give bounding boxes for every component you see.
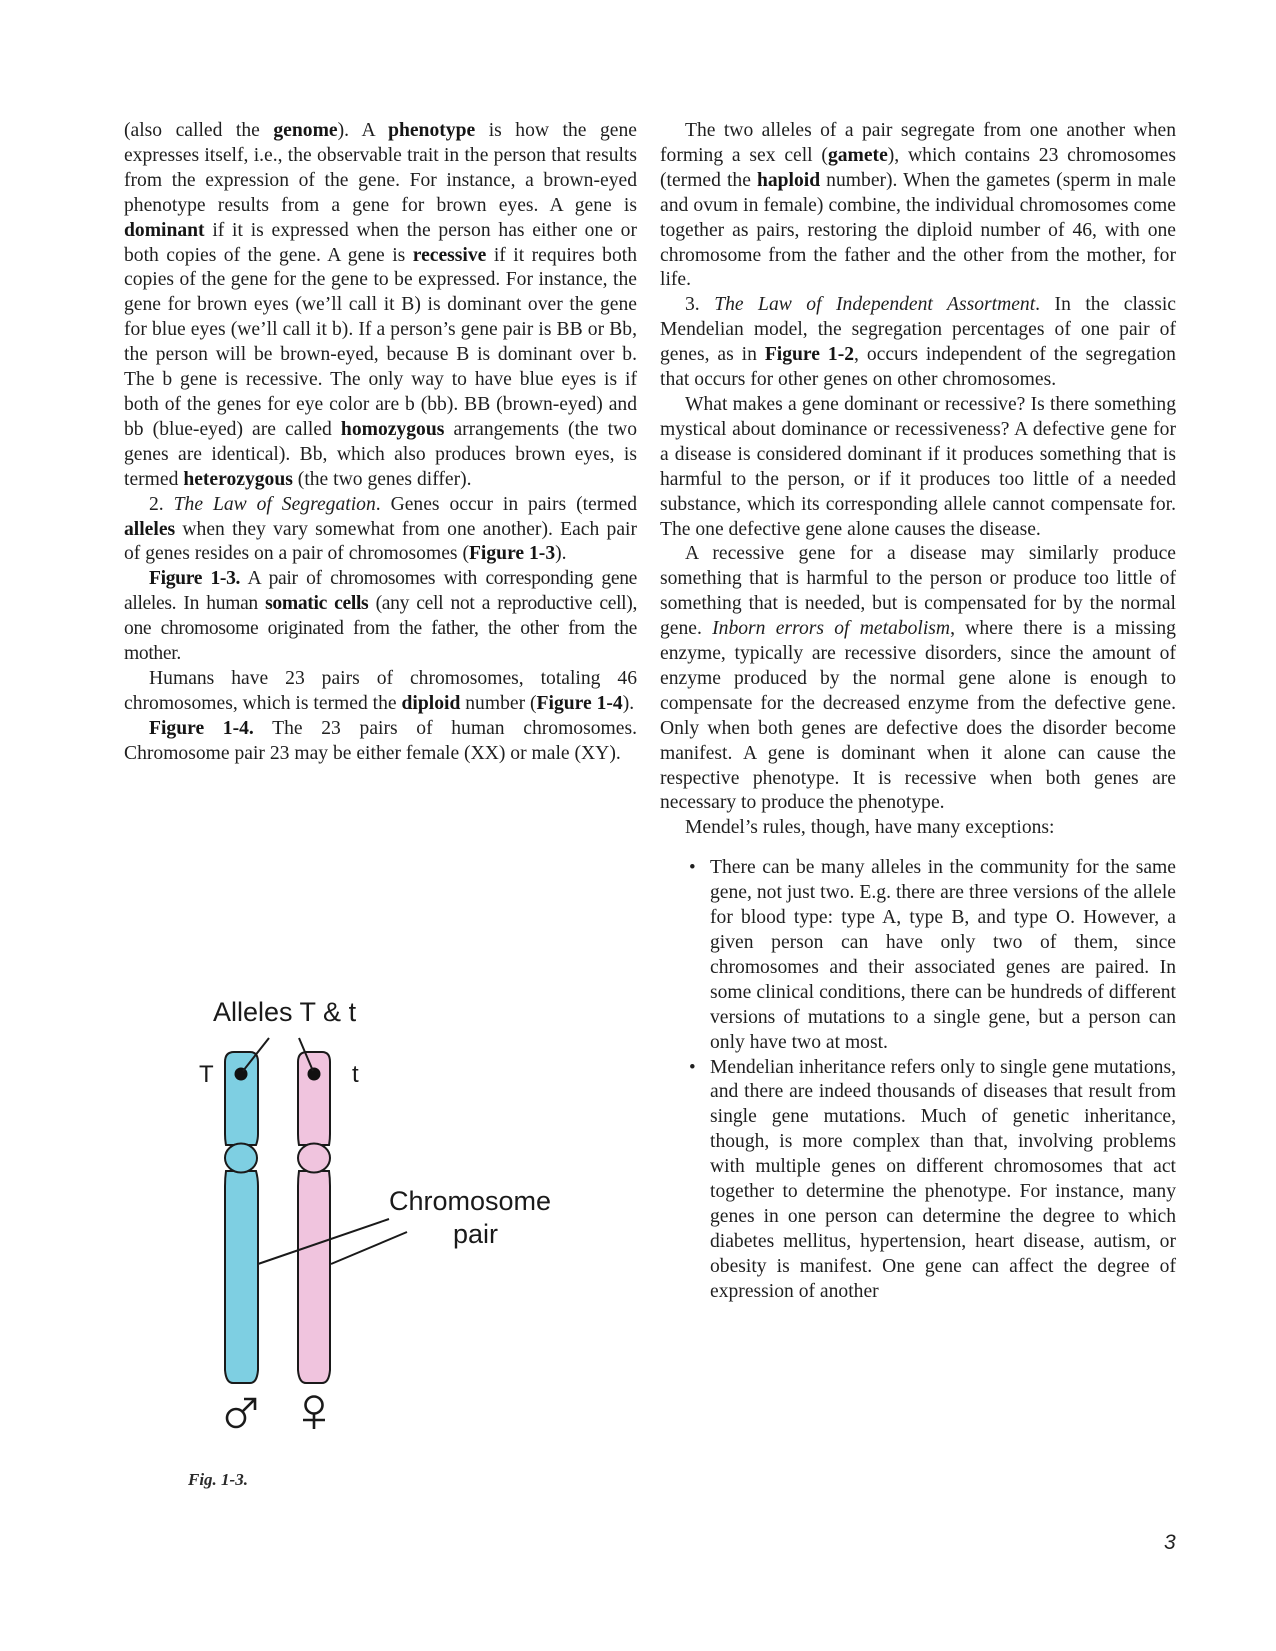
figure-reference: Figure 1-4 [536,692,623,714]
paragraph-recessive-gene [660,542,1176,816]
allele-dot [308,1068,321,1081]
text: ). [555,543,567,565]
text: is how the gene expresses itself, i.e., the observable trait in the person that results from the expression of the gene. For instance, a brown-eyed phenotype results from a gene for brown eyes. A gene is [124,120,637,216]
text: ), which contains 23 chromosomes (termed the [660,144,1176,191]
term-diploid: diploid [401,692,461,714]
right-column [660,119,1176,1305]
term-phenotype: phenotype [388,120,476,141]
male-chromosome [225,1052,258,1383]
left-column [124,119,637,767]
law-title: The Law of Independent Assortment [714,294,1036,316]
bullet-icon: • [689,1056,696,1078]
male-symbol-icon [227,1399,255,1427]
term-recessive: recessive [412,244,487,266]
term-homozygous: homozygous [340,418,445,440]
text: , occurs independent of the segregation that occurs for other genes on other chromosomes. [660,344,1176,391]
paragraph-dominance: What makes a gene dominant or recessive? Is there something mystical about dominance or recessiveness? A defective gene for a disease is considered dominant if it produces something that is harmful to the person, or if it produces too little of a needed substance, which its corresponding allele cannot compensate for. The one defective gene alone causes the disease. [660,393,1176,540]
caption-figure-1-4 [124,717,637,767]
figure-reference: Figure 1-2 [764,344,855,366]
text: if it is expressed when the person has either one or both copies of the gene. A gene is [124,219,637,266]
chromosome-pair-label-line2: pair [453,1219,499,1249]
allele-dot [235,1068,248,1081]
figure-chromosome-pair [160,960,620,1480]
alleles-title: Alleles T & t [213,997,357,1027]
text: . Genes occur in pairs (termed [375,493,637,515]
term-inborn-errors: Inborn errors of metabolism [712,618,951,640]
caption-label: Figure 1-3. [149,568,241,590]
list-number: 2. [149,493,174,515]
text: ). [622,692,635,714]
text: A recessive gene for a disease may similarly produce something that is harmful to the person or produce too little of something that is needed, but is compensated for by the normal gene. [660,543,1176,640]
list-item [660,856,1176,1055]
text: . In the classic Mendelian model, the segregation percentages of one pair of genes, as in [660,294,1176,366]
text: , where there is a missing enzyme, typically are recessive disorders, since the amount of enzyme produced by the normal gene alone is enough to compensate for the decreased enzyme from the defective gene. Only when both genes are defective does the disorder become manifest. A gene is dominant when it alone can cause the respective phenotype. It is recessive when both genes are necessary to produce the phenotype. [660,618,1176,814]
text: if it requires both copies of the gene for the gene to be expressed. For instance, the gene for brown eyes (we’ll call it B) is dominant over the gene for blue eyes (we’ll call it b). If a person’s gene pair is BB or Bb, the person will be brown-eyed, because B is dominant over b. The b gene is recessive. The only way to have blue eyes is if both of the genes for eye color are b (bb). BB (brown-eyed) and bb (blue-eyed) are called [124,244,638,440]
text: The 23 pairs of human chromosomes. Chromosome pair 23 may be either female (XX) or male (XY). [124,717,637,764]
term-gamete: gamete [827,144,888,166]
allele-label-T: T [199,1061,214,1088]
text: (also called the [124,120,274,141]
list-number: 3. [685,294,715,316]
paragraph-independent-assortment [660,293,1176,393]
term-alleles: alleles [124,518,176,540]
paragraph-law-of-segregation [124,493,637,568]
female-chromosome [298,1052,330,1383]
law-title: The Law of Segregation [173,493,376,515]
text: number). When the gametes (sperm in male and ovum in female) combine, the individual chromosomes come together as pairs, restoring the diploid number of 46, with one chromosome from the father and the other from the mother, for life. [660,169,1176,291]
term-heterozygous: heterozygous [183,468,293,490]
caption-figure-1-3 [124,567,637,667]
figure-reference: Figure 1-3 [468,543,556,565]
figure-caption-label: Fig. 1-3. [188,1470,248,1489]
text: when they vary somewhat from one another). Each pair of genes resides on a pair of chromosomes ( [124,518,637,565]
female-symbol-icon [303,1397,325,1430]
paragraph-diploid [124,667,637,717]
text: A pair of chromosomes with corresponding gene alleles. In human [124,568,637,615]
list-item-text: Mendelian inheritance refers only to single gene mutations, and there are indeed thousands of diseases that result from single gene mutations. Much of genetic inheritance, though, is more complex than that, involving problems with multiple genes on different chromosomes that act together to determine the phenotype. For instance, many genes in one person can determine the degree to which diabetes mellitus, hypertension, heart disease, autism, or obesity is manifest. One gene can affect the degree of expression of another [710,1056,1176,1302]
allele-label-t: t [352,1061,359,1088]
term-dominant: dominant [124,219,205,241]
text: ). A [337,120,389,141]
chromosome-pair-label-line1: Chromosome [389,1186,552,1216]
text: (the two genes differ). [292,468,472,490]
text: number ( [460,692,537,714]
paragraph-exceptions-intro: Mendel’s rules, though, have many exceptions: [685,817,1055,839]
caption-label: Figure 1-4. [149,717,254,739]
text: arrangements (the two genes are identical). Bb, which also produces brown eyes, is termed [124,418,637,490]
chromosome-diagram [160,960,620,1480]
text: (any cell not a reproductive cell), one chromosome originated from the father, the other from the mother. [124,593,637,665]
term-haploid: haploid [756,169,821,191]
exceptions-list [660,856,1176,1304]
text: Humans have 23 pairs of chromosomes, totaling 46 chromosomes, which is termed the [124,667,637,714]
list-item [660,1056,1176,1305]
term-somatic-cells: somatic cells [265,593,369,615]
paragraph-gametes [660,119,1176,293]
page-number: 3 [1164,1531,1176,1554]
list-item-text: There can be many alleles in the community for the same gene, not just two. E.g. there are three versions of the allele for blood type: type A, type B, and type O. However, a given person can have only two of them, since chromosomes and their associated genes are paired. In some clinical conditions, there can be hundreds of different versions of mutations to a single gene, but a person can only have two at most. [710,857,1176,1053]
pair-pointer-line [331,1232,407,1264]
text: The two alleles of a pair segregate from one another when forming a sex cell ( [660,120,1176,166]
bullet-icon: • [689,857,696,879]
term-genome: genome [273,120,338,141]
paragraph-phenotype [124,119,637,493]
